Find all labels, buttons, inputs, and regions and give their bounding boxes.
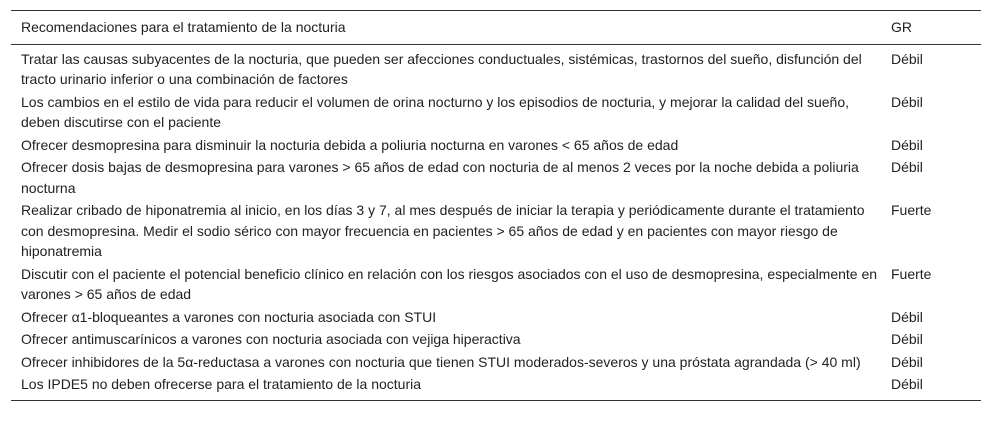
recommendations-table xyxy=(11,10,981,401)
grade-value: Fuerte xyxy=(891,265,932,282)
grade-value: Débil xyxy=(891,50,923,67)
table-row xyxy=(11,44,981,91)
table-header-row xyxy=(11,11,981,45)
table-row xyxy=(11,306,981,329)
grade-value: Fuerte xyxy=(891,202,932,218)
table-row xyxy=(11,263,981,306)
recommendation-text: Ofrecer antimuscarínicos a varones con nocturia asociada con vejiga hiperactiva xyxy=(21,331,521,347)
grade-value: Débil xyxy=(891,353,923,370)
recommendation-text: Realizar cribado de hiponatremia al inicio, en los días 3 y 7, al mes después de iniciar la terapia y periódicamente durante el tratamiento con desmopresina. Medir el sodio sérico con mayor frecuencia en pacientes > 65 años de edad y en pacientes con mayor riesgo de hiponatremia xyxy=(21,202,865,259)
table-row xyxy=(11,91,981,134)
grade-value: Débil xyxy=(891,376,923,392)
recommendation-text: Los cambios en el estilo de vida para reducir el volumen de orina nocturno y los episodios de nocturia, y mejorar la calidad del sueño, deben discutirse con el paciente xyxy=(21,93,850,130)
table-row xyxy=(11,156,981,199)
grade-value: Débil xyxy=(891,331,923,347)
recommendation-text: Ofrecer α1-bloqueantes a varones con nocturia asociada con STUI xyxy=(21,308,437,325)
recommendation-text: Los IPDE5 no deben ofrecerse para el tratamiento de la nocturia xyxy=(21,376,422,392)
table-row xyxy=(11,351,981,374)
recommendation-text: Ofrecer desmopresina para disminuir la nocturia debida a poliuria nocturna en varones < 65 años de edad xyxy=(21,136,679,153)
recommendation-text: Ofrecer inhibidores de la 5α-reductasa a varones con nocturia que tienen STUI moderados-severos y una próstata agrandada (> 40 ml) xyxy=(21,353,861,370)
grade-value: Débil xyxy=(891,308,923,325)
recommendation-text: Ofrecer dosis bajas de desmopresina para varones > 65 años de edad con nocturia de al menos 2 veces por la noche debida a poliuria nocturna xyxy=(21,159,859,196)
table-row xyxy=(11,328,981,351)
grade-value: Débil xyxy=(891,93,923,110)
header-recommendation: Recomendaciones para el tratamiento de la nocturia xyxy=(21,19,346,35)
table-row xyxy=(11,199,981,263)
table-row xyxy=(11,373,981,400)
recommendation-text: Tratar las causas subyacentes de la nocturia, que pueden ser afecciones conductuales, sistémicas, trastornos del sueño, disfunción del tracto urinario inferior o una combinación de factores xyxy=(21,50,862,87)
grade-value: Débil xyxy=(891,136,923,153)
recommendations-table-container xyxy=(11,10,981,401)
table-row xyxy=(11,134,981,157)
recommendation-text: Discutir con el paciente el potencial beneficio clínico en relación con los riesgos asociados con el uso de desmopresina, especialmente en varones > 65 años de edad xyxy=(21,265,878,302)
grade-value: Débil xyxy=(891,159,923,175)
header-grade: GR xyxy=(891,19,912,35)
